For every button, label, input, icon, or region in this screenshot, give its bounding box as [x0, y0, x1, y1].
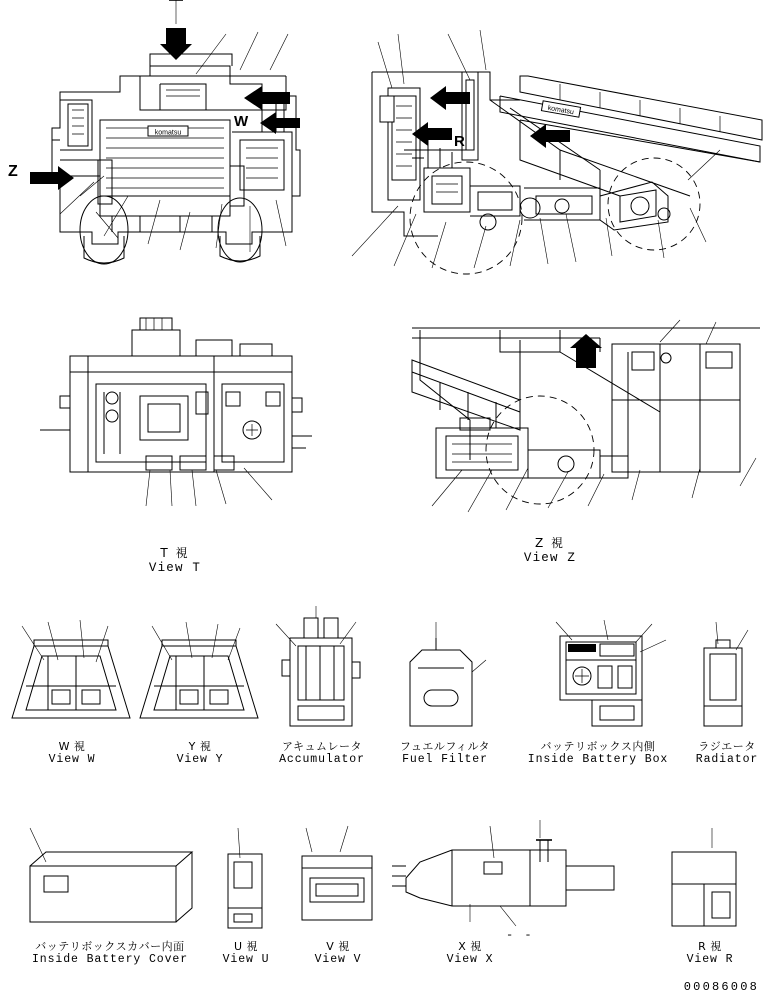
label-view-w-jp: W 視: [58, 740, 86, 753]
svg-text:komatsu: komatsu: [547, 104, 575, 117]
label-accumulator: [262, 740, 382, 767]
label-inside-battery-box-jp: バッテリボックス内側: [540, 740, 656, 753]
label-view-x: [420, 940, 520, 967]
fig-inside-battery-box: [556, 620, 666, 726]
label-inside-battery-cover-jp: バッテリボックスカバー内面: [35, 940, 185, 953]
fig-fuel-filter: [410, 622, 486, 726]
fig-view-v: [302, 826, 372, 920]
label-view-u: [196, 940, 296, 967]
marker-z-left: Z: [8, 163, 18, 180]
label-view-x-en: View X: [446, 953, 494, 967]
label-view-y-en: View Y: [176, 753, 224, 767]
label-fuel-filter-en: Fuel Filter: [402, 753, 488, 767]
label-view-x-jp: X 視: [458, 940, 482, 953]
label-radiator-en: Radiator: [695, 753, 759, 767]
label-inside-battery-cover-en: Inside Battery Cover: [31, 953, 189, 967]
drawing-number: 00086008: [683, 980, 759, 994]
label-accumulator-jp: アキュムレータ: [281, 740, 363, 753]
label-fuel-filter: [384, 740, 506, 767]
label-view-u-jp: U 視: [233, 940, 259, 953]
svg-text:komatsu: komatsu: [154, 129, 182, 137]
label-view-w-en: View W: [48, 753, 96, 767]
label-view-u-en: View U: [222, 953, 270, 967]
fig-view-r: [672, 828, 736, 926]
fig-view-y: [140, 622, 258, 718]
label-fuel-filter-jp: フュエルフィルタ: [399, 740, 491, 753]
fig-radiator: [704, 622, 748, 726]
label-view-v-en: View V: [314, 953, 362, 967]
label-view-w: [16, 740, 128, 767]
fig-view-z: [412, 320, 760, 512]
label-view-z-en: View Z: [523, 550, 577, 565]
label-view-r-jp: R 視: [698, 940, 722, 953]
fig-view-x: [392, 820, 614, 926]
label-view-t: [120, 546, 230, 576]
fig-accumulator: [276, 606, 360, 726]
fig-inside-battery-cover: [30, 828, 192, 922]
fig-view-t: [40, 318, 312, 506]
marker-dash: - -: [506, 928, 534, 942]
label-view-t-en: View T: [148, 560, 202, 575]
label-view-y-jp: Y 視: [188, 740, 212, 753]
label-inside-battery-box: [508, 740, 688, 767]
svg-text:R: R: [454, 133, 465, 150]
label-view-y: [144, 740, 256, 767]
label-inside-battery-cover: [8, 940, 212, 967]
label-view-z: [495, 536, 605, 566]
label-view-r-en: View R: [686, 953, 734, 967]
label-radiator: [686, 740, 767, 767]
fig-top-left: [30, 0, 300, 264]
label-radiator-jp: ラジエータ: [698, 740, 756, 753]
label-view-t-jp: T 視: [160, 546, 190, 560]
label-inside-battery-box-en: Inside Battery Box: [527, 753, 669, 767]
label-view-z-jp: Z 視: [534, 536, 566, 550]
label-view-r: [660, 940, 760, 967]
svg-text:W: W: [234, 113, 249, 130]
fig-view-u: [228, 828, 262, 928]
label-accumulator-en: Accumulator: [279, 753, 365, 767]
fig-top-right: [352, 30, 762, 274]
label-view-v: [288, 940, 388, 967]
fig-view-w: [12, 620, 130, 718]
label-view-v-jp: V 視: [326, 940, 350, 953]
